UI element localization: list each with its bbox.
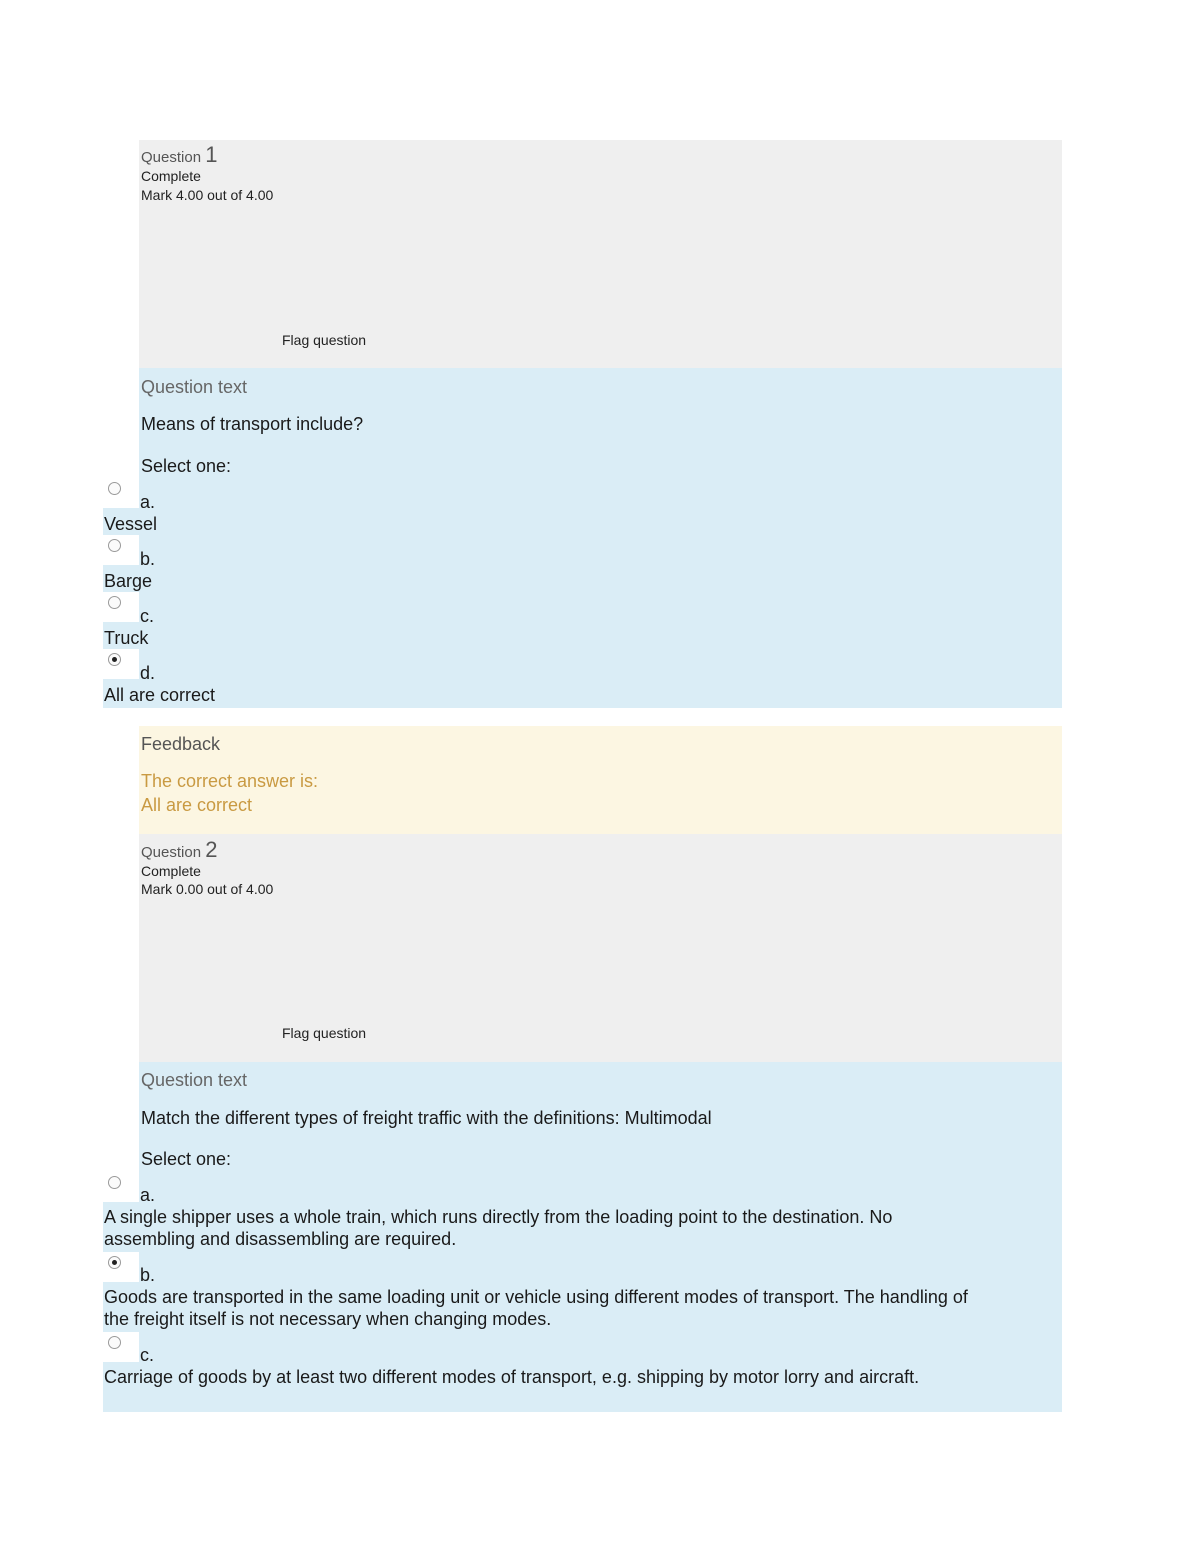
option-a-radio[interactable] [108, 482, 121, 495]
question-1-number [141, 142, 217, 168]
option-b-letter: b. [140, 549, 156, 569]
option-a-letter: a. [140, 1185, 156, 1205]
question-number: 2 [205, 837, 218, 862]
option-b-text[interactable]: Goods are transported in the same loading unit or vehicle using different modes of transport. The handling of the freight itself is not necessary when changing modes. [104, 1287, 968, 1329]
option-c-radio[interactable] [108, 1336, 121, 1349]
question-1-text: Means of transport include? [141, 414, 364, 434]
question-1-prompt: Select one: [141, 456, 232, 476]
question-number: 1 [205, 142, 218, 167]
option-b-radio[interactable] [108, 539, 121, 552]
question-label: Question [141, 844, 202, 861]
question-2-state: Complete [141, 863, 201, 879]
feedback-correct-answer-intro: The correct answer is: [141, 771, 319, 791]
option-a-letter: a. [140, 492, 156, 512]
option-a-text[interactable]: A single shipper uses a whole train, which runs directly from the loading point to the destination. No assembling and disassembling are required. [104, 1207, 893, 1249]
option-c-radio-cell[interactable] [103, 1332, 139, 1362]
option-b-radio-cell[interactable] [103, 1252, 139, 1282]
question-1-feedback [139, 726, 1062, 834]
question-2-text: Match the different types of freight traffic with the definitions: Multimodal [141, 1108, 712, 1128]
question-2-flag-link[interactable]: Flag question [282, 1025, 367, 1041]
question-2-content [139, 1062, 1062, 1172]
question-1-flag-link[interactable]: Flag question [282, 332, 367, 348]
option-b-radio-selected[interactable] [108, 1256, 121, 1269]
option-b-text[interactable]: Barge [104, 571, 153, 591]
question-1-state: Complete [141, 168, 201, 184]
question-2-info [139, 834, 1062, 1062]
feedback-label: Feedback [141, 734, 221, 754]
question-2-grade: Mark 0.00 out of 4.00 [141, 881, 274, 897]
question-2-prompt: Select one: [141, 1149, 232, 1169]
option-c-letter: c. [140, 606, 155, 626]
option-b-letter: b. [140, 1265, 156, 1285]
option-c-text[interactable]: Truck [104, 628, 149, 648]
option-d-letter: d. [140, 663, 156, 683]
feedback-correct-answer: All are correct [141, 795, 253, 815]
question-1-text-label: Question text [141, 377, 248, 397]
option-c-radio[interactable] [108, 596, 121, 609]
option-d-radio-selected[interactable] [108, 653, 121, 666]
option-a-radio-cell[interactable] [103, 1172, 139, 1202]
question-1-info [139, 140, 1062, 368]
option-b-radio-cell[interactable] [103, 535, 139, 565]
question-1-answers [103, 478, 1062, 708]
question-2-text-label: Question text [141, 1070, 248, 1090]
question-1-grade: Mark 4.00 out of 4.00 [141, 187, 274, 203]
option-c-letter: c. [140, 1345, 155, 1365]
question-1-content [139, 368, 1062, 478]
question-label: Question [141, 149, 202, 166]
option-d-radio-cell[interactable] [103, 649, 139, 679]
option-d-text[interactable]: All are correct [104, 685, 216, 705]
question-2-number [141, 837, 217, 863]
option-a-text[interactable]: Vessel [104, 514, 158, 534]
option-c-radio-cell[interactable] [103, 592, 139, 622]
question-2-answers [103, 1172, 1062, 1412]
option-c-text[interactable]: Carriage of goods by at least two different modes of transport, e.g. shipping by motor lorry and aircraft. [104, 1367, 920, 1387]
option-a-radio[interactable] [108, 1176, 121, 1189]
option-a-radio-cell[interactable] [103, 478, 139, 508]
